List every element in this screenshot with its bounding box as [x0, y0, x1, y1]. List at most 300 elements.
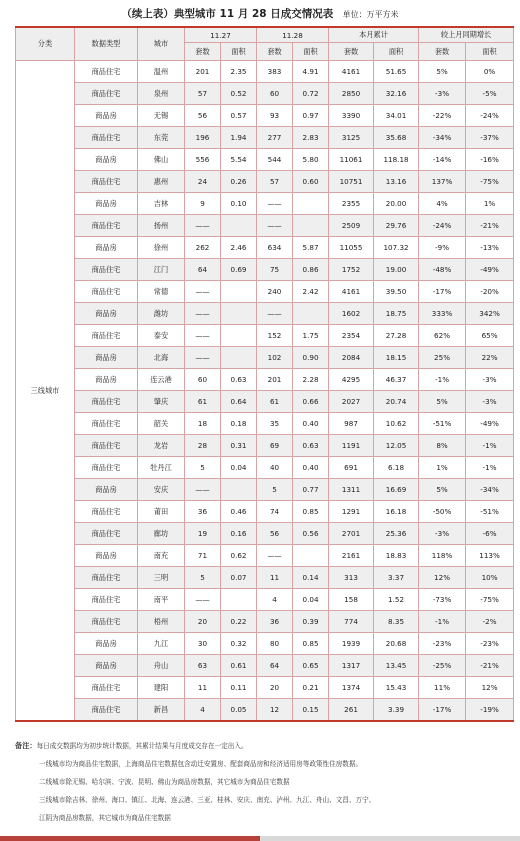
table-cell: —— [257, 303, 293, 325]
table-cell: 12.05 [374, 435, 419, 457]
table-cell: 11 [257, 567, 293, 589]
table-cell: 徐州 [138, 237, 185, 259]
table-cell: 12% [466, 677, 514, 699]
table-cell: —— [257, 193, 293, 215]
table-cell: 18.75 [374, 303, 419, 325]
table-cell: -3% [419, 523, 466, 545]
table-cell [293, 303, 329, 325]
subheader-area: 面积 [293, 43, 329, 61]
table-cell: 商品房 [75, 303, 138, 325]
table-cell: 江门 [138, 259, 185, 281]
table-cell: 16.69 [374, 479, 419, 501]
table-row [16, 435, 514, 457]
table-cell: 65% [466, 325, 514, 347]
title-unit: 单位：万平方米 [342, 10, 399, 19]
table-cell: -16% [466, 149, 514, 171]
table-cell: 691 [329, 457, 374, 479]
table-cell: 0.61 [221, 655, 257, 677]
table-cell: 8.35 [374, 611, 419, 633]
header-date1: 11.27 [185, 27, 257, 43]
table-cell: 8% [419, 435, 466, 457]
table-cell: 333% [419, 303, 466, 325]
table-cell: 0.63 [221, 369, 257, 391]
table-row [16, 567, 514, 589]
table-cell: —— [185, 325, 221, 347]
table-row [16, 347, 514, 369]
table-cell: 9 [185, 193, 221, 215]
table-cell: 25% [419, 347, 466, 369]
table-cell: 20.74 [374, 391, 419, 413]
subheader-units: 套数 [329, 43, 374, 61]
header-cumulative: 本月累计 [329, 27, 419, 43]
table-cell: 商品住宅 [75, 523, 138, 545]
table-cell: 544 [257, 149, 293, 171]
table-cell: -51% [466, 501, 514, 523]
table-cell: 1317 [329, 655, 374, 677]
table-cell: 0.85 [293, 633, 329, 655]
table-cell: 0.56 [293, 523, 329, 545]
table-row [16, 303, 514, 325]
table-cell: 商品住宅 [75, 589, 138, 611]
table-cell: 商品房 [75, 237, 138, 259]
table-cell: 连云港 [138, 369, 185, 391]
table-cell: 35.68 [374, 127, 419, 149]
table-cell: -25% [419, 655, 466, 677]
table-cell: 12 [257, 699, 293, 722]
table-cell: -3% [466, 391, 514, 413]
table-cell: 5 [185, 567, 221, 589]
table-cell: 2.35 [221, 61, 257, 83]
table-cell: 莆田 [138, 501, 185, 523]
table-cell: 5 [185, 457, 221, 479]
table-cell: 廊坊 [138, 523, 185, 545]
table-cell: 1939 [329, 633, 374, 655]
table-cell: 27.28 [374, 325, 419, 347]
table-cell: 南充 [138, 545, 185, 567]
table-cell: 60 [257, 83, 293, 105]
table-cell: 舟山 [138, 655, 185, 677]
table-cell: 0.26 [221, 171, 257, 193]
table-cell: 4161 [329, 61, 374, 83]
table-cell: 2354 [329, 325, 374, 347]
table-cell: 13.16 [374, 171, 419, 193]
table-cell: 0.21 [293, 677, 329, 699]
table-row [16, 413, 514, 435]
subheader-area: 面积 [374, 43, 419, 61]
table-cell: 商品住宅 [75, 435, 138, 457]
table-cell: 196 [185, 127, 221, 149]
table-cell: 商品住宅 [75, 457, 138, 479]
table-cell: 商品住宅 [75, 281, 138, 303]
table-cell: 57 [185, 83, 221, 105]
table-cell: 2.46 [221, 237, 257, 259]
title-main: （续上表）典型城市 11 月 28 日成交情况表 [121, 8, 334, 20]
transaction-table [15, 26, 514, 722]
table-cell: -3% [419, 83, 466, 105]
table-cell: 0.15 [293, 699, 329, 722]
table-cell: 东莞 [138, 127, 185, 149]
table-cell: 51.65 [374, 61, 419, 83]
table-cell: 0.86 [293, 259, 329, 281]
table-cell: 6.18 [374, 457, 419, 479]
table-cell: 11055 [329, 237, 374, 259]
table-row [16, 391, 514, 413]
table-cell: 商品房 [75, 347, 138, 369]
table-cell: 4161 [329, 281, 374, 303]
notes-label: 备注： [15, 741, 37, 750]
table-cell: -49% [466, 413, 514, 435]
table-cell: 10% [466, 567, 514, 589]
table-row [16, 633, 514, 655]
table-cell: 80 [257, 633, 293, 655]
table-cell: 商品房 [75, 369, 138, 391]
table-cell: 18.15 [374, 347, 419, 369]
table-cell: 20.68 [374, 633, 419, 655]
table-cell: 商品房 [75, 149, 138, 171]
table-cell: 5.80 [293, 149, 329, 171]
table-cell [221, 589, 257, 611]
table-cell: 0% [466, 61, 514, 83]
table-cell: 商品住宅 [75, 325, 138, 347]
table-cell: 1191 [329, 435, 374, 457]
table-cell: 20.00 [374, 193, 419, 215]
table-cell: 0.10 [221, 193, 257, 215]
note-line: 一线城市均为商品住宅数据，上海商品住宅数据包含动迁安置房、配套商品房和经济适用房等政策性住房数据。 [39, 760, 363, 768]
table-cell: 10751 [329, 171, 374, 193]
table-cell: 0.65 [293, 655, 329, 677]
table-cell: 201 [185, 61, 221, 83]
table-cell [221, 479, 257, 501]
table-cell: -5% [466, 83, 514, 105]
table-cell: 1.75 [293, 325, 329, 347]
table-cell: 556 [185, 149, 221, 171]
table-cell: 20 [185, 611, 221, 633]
table-cell: 1.52 [374, 589, 419, 611]
table-cell: 22% [466, 347, 514, 369]
table-cell: 九江 [138, 633, 185, 655]
table-cell: 0.69 [221, 259, 257, 281]
table-cell: 28 [185, 435, 221, 457]
table-cell: 0.14 [293, 567, 329, 589]
table-cell: 商品住宅 [75, 699, 138, 722]
table-cell: 肇庆 [138, 391, 185, 413]
table-cell: 商品房 [75, 633, 138, 655]
table-row [16, 215, 514, 237]
table-cell: —— [185, 281, 221, 303]
table-cell: 牡丹江 [138, 457, 185, 479]
table-cell: 4 [185, 699, 221, 722]
table-cell: 0.97 [293, 105, 329, 127]
table-cell: 29.76 [374, 215, 419, 237]
table-cell: 634 [257, 237, 293, 259]
table-cell: 2027 [329, 391, 374, 413]
table-cell: 0.04 [293, 589, 329, 611]
table-cell: -3% [466, 369, 514, 391]
table-row [16, 259, 514, 281]
table-cell: 韶关 [138, 413, 185, 435]
table-cell: 11% [419, 677, 466, 699]
table-cell: -24% [466, 105, 514, 127]
table-cell: 64 [257, 655, 293, 677]
note-line: 二线城市除无锡、哈尔滨、宁波、昆明、佛山为商品房数据，其它城市为商品住宅数据 [39, 778, 290, 786]
table-cell: 118.18 [374, 149, 419, 171]
table-cell [293, 193, 329, 215]
table-cell: 0.40 [293, 413, 329, 435]
table-cell: 75 [257, 259, 293, 281]
table-cell: 2850 [329, 83, 374, 105]
table-cell: —— [185, 347, 221, 369]
table-cell: 0.07 [221, 567, 257, 589]
table-cell: 商品房 [75, 655, 138, 677]
table-cell: 1% [466, 193, 514, 215]
table-cell: 40 [257, 457, 293, 479]
table-cell: -73% [419, 589, 466, 611]
table-cell: 5% [419, 479, 466, 501]
header-date2: 11.28 [257, 27, 329, 43]
table-cell: 建阳 [138, 677, 185, 699]
table-cell: 32.16 [374, 83, 419, 105]
table-cell: 三明 [138, 567, 185, 589]
table-cell: 2161 [329, 545, 374, 567]
table-cell: 57 [257, 171, 293, 193]
table-cell: 惠州 [138, 171, 185, 193]
header-data-type: 数据类型 [75, 27, 138, 61]
table-cell: 2.83 [293, 127, 329, 149]
table-cell: 18.83 [374, 545, 419, 567]
header-city: 城市 [138, 27, 185, 61]
table-cell: -75% [466, 589, 514, 611]
table-cell: -37% [466, 127, 514, 149]
table-cell: 5% [419, 61, 466, 83]
table-cell: 1311 [329, 479, 374, 501]
table-row [16, 237, 514, 259]
table-cell: -1% [466, 457, 514, 479]
table-cell: 19.00 [374, 259, 419, 281]
table-cell: 60 [185, 369, 221, 391]
table-cell: 987 [329, 413, 374, 435]
table-cell: 4295 [329, 369, 374, 391]
subheader-area: 面积 [466, 43, 514, 61]
table-cell: 商品房 [75, 545, 138, 567]
table-cell: 泉州 [138, 83, 185, 105]
table-cell: 4 [257, 589, 293, 611]
table-row [16, 589, 514, 611]
table-cell: 商品住宅 [75, 171, 138, 193]
table-row [16, 699, 514, 722]
table-cell [221, 325, 257, 347]
table-cell: 商品房 [75, 479, 138, 501]
table-cell: 商品住宅 [75, 83, 138, 105]
table-cell: 36 [257, 611, 293, 633]
table-cell: 0.40 [293, 457, 329, 479]
table-cell: 0.32 [221, 633, 257, 655]
table-cell [293, 545, 329, 567]
table-cell: 64 [185, 259, 221, 281]
table-cell: 商品住宅 [75, 391, 138, 413]
table-cell: 118% [419, 545, 466, 567]
table-cell: 1602 [329, 303, 374, 325]
table-cell: 0.46 [221, 501, 257, 523]
table-cell: 1752 [329, 259, 374, 281]
table-cell: 63 [185, 655, 221, 677]
table-cell: 1291 [329, 501, 374, 523]
table-cell: 商品住宅 [75, 215, 138, 237]
table-cell: -24% [419, 215, 466, 237]
table-cell: 扬州 [138, 215, 185, 237]
table-row [16, 501, 514, 523]
table-cell: 0.16 [221, 523, 257, 545]
table-cell: 24 [185, 171, 221, 193]
table-cell: 4.91 [293, 61, 329, 83]
table-cell: 5.54 [221, 149, 257, 171]
table-cell: 0.60 [293, 171, 329, 193]
table-cell: 0.77 [293, 479, 329, 501]
category-cell: 三线城市 [16, 61, 75, 722]
table-cell: 0.05 [221, 699, 257, 722]
table-row [16, 611, 514, 633]
table-cell: —— [185, 303, 221, 325]
table-cell: 2509 [329, 215, 374, 237]
table-cell: 158 [329, 589, 374, 611]
table-cell: 11061 [329, 149, 374, 171]
table-cell: 62% [419, 325, 466, 347]
table-cell: —— [257, 545, 293, 567]
table-row [16, 369, 514, 391]
table-cell: 3.39 [374, 699, 419, 722]
table-cell: 69 [257, 435, 293, 457]
table-cell: 2701 [329, 523, 374, 545]
table-cell: -20% [466, 281, 514, 303]
table-body [16, 61, 514, 722]
table-cell: 240 [257, 281, 293, 303]
table-cell: -14% [419, 149, 466, 171]
table-cell: 商品住宅 [75, 127, 138, 149]
table-cell: -13% [466, 237, 514, 259]
table-cell: 15.43 [374, 677, 419, 699]
table-cell: 56 [257, 523, 293, 545]
table-cell: -17% [419, 281, 466, 303]
table-cell: 2355 [329, 193, 374, 215]
table-cell: 39.50 [374, 281, 419, 303]
table-cell: -1% [419, 369, 466, 391]
table-cell: -23% [466, 633, 514, 655]
table-cell: 35 [257, 413, 293, 435]
table-cell: -6% [466, 523, 514, 545]
table-row [16, 457, 514, 479]
table-cell: -2% [466, 611, 514, 633]
table-cell: 56 [185, 105, 221, 127]
table-cell: 0.85 [293, 501, 329, 523]
table-cell: 5% [419, 391, 466, 413]
table-cell: 107.32 [374, 237, 419, 259]
table-cell: 262 [185, 237, 221, 259]
table-cell: 93 [257, 105, 293, 127]
table-cell: 0.62 [221, 545, 257, 567]
table-cell: 74 [257, 501, 293, 523]
table-cell: 商品房 [75, 193, 138, 215]
table-cell: 46.37 [374, 369, 419, 391]
table-cell: 13.45 [374, 655, 419, 677]
table-cell: -51% [419, 413, 466, 435]
table-cell: 4% [419, 193, 466, 215]
table-cell [221, 347, 257, 369]
table-cell: 152 [257, 325, 293, 347]
table-cell: 2.28 [293, 369, 329, 391]
table-cell: 0.64 [221, 391, 257, 413]
table-cell: 71 [185, 545, 221, 567]
table-cell: -34% [419, 127, 466, 149]
table-cell: 商品住宅 [75, 61, 138, 83]
table-cell: 1% [419, 457, 466, 479]
table-cell: 16.18 [374, 501, 419, 523]
table-cell: 0.18 [221, 413, 257, 435]
table-row [16, 193, 514, 215]
table-cell: 0.39 [293, 611, 329, 633]
table-cell: —— [185, 589, 221, 611]
table-row [16, 479, 514, 501]
table-cell: 泰安 [138, 325, 185, 347]
table-cell: -1% [419, 611, 466, 633]
table-cell: 2.42 [293, 281, 329, 303]
table-cell: -1% [466, 435, 514, 457]
table-cell: —— [185, 479, 221, 501]
table-cell: 0.63 [293, 435, 329, 457]
table-cell: 商品住宅 [75, 677, 138, 699]
table-cell: 商品住宅 [75, 567, 138, 589]
table-cell: 南平 [138, 589, 185, 611]
note-line: 三线城市除吉林、徐州、海口、镇江、北海、连云港、三亚、桂林、安庆、南充、泸州、九江、舟山、文昌、万宁、 [39, 796, 376, 804]
table-row [16, 105, 514, 127]
table-cell: 5.87 [293, 237, 329, 259]
table-cell: 774 [329, 611, 374, 633]
subheader-area: 面积 [221, 43, 257, 61]
subheader-units: 套数 [257, 43, 293, 61]
table-cell: 无锡 [138, 105, 185, 127]
table-cell: 3125 [329, 127, 374, 149]
table-cell: 342% [466, 303, 514, 325]
table-cell: 12% [419, 567, 466, 589]
table-cell: 61 [257, 391, 293, 413]
table-cell: 安庆 [138, 479, 185, 501]
table-cell: 5 [257, 479, 293, 501]
table-row [16, 281, 514, 303]
table-cell: 10.62 [374, 413, 419, 435]
table-cell: 0.57 [221, 105, 257, 127]
table-cell: 1374 [329, 677, 374, 699]
table-cell: -49% [466, 259, 514, 281]
table-row [16, 545, 514, 567]
table-cell [221, 215, 257, 237]
bottom-gray-bar [260, 836, 520, 841]
table-cell: —— [257, 215, 293, 237]
table-cell: 36 [185, 501, 221, 523]
table-cell: 34.01 [374, 105, 419, 127]
table-cell: -17% [419, 699, 466, 722]
table-row [16, 83, 514, 105]
table-cell: 0.72 [293, 83, 329, 105]
table-cell: 0.52 [221, 83, 257, 105]
header-growth: 较上月同期增长 [419, 27, 514, 43]
table-cell: 商品住宅 [75, 611, 138, 633]
table-cell: 11 [185, 677, 221, 699]
table-cell: 61 [185, 391, 221, 413]
table-cell: 0.04 [221, 457, 257, 479]
table-cell: 201 [257, 369, 293, 391]
table-cell: 常德 [138, 281, 185, 303]
table-cell: 潍坊 [138, 303, 185, 325]
table-cell: 新昌 [138, 699, 185, 722]
table-cell: 佛山 [138, 149, 185, 171]
